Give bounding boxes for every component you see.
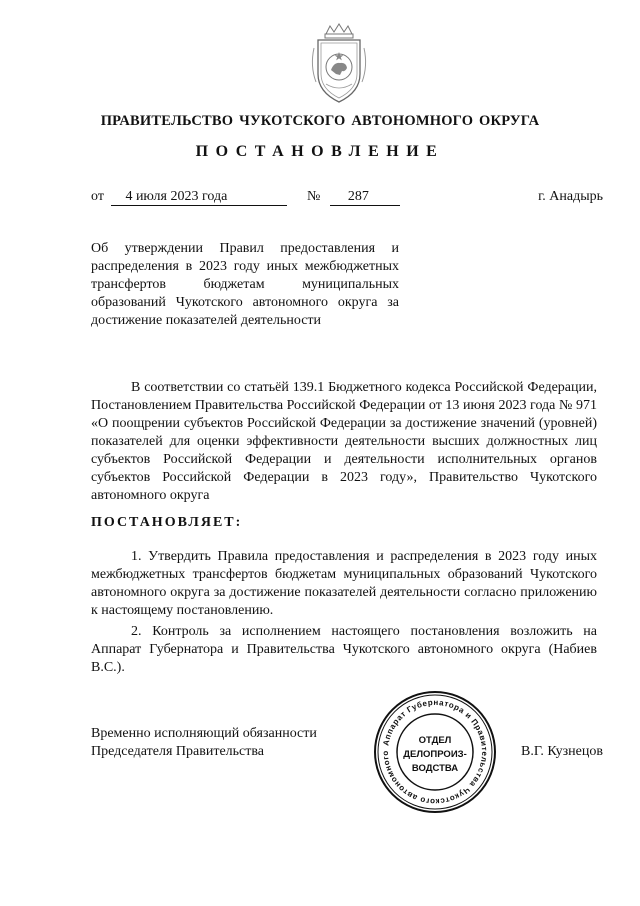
document-type-title: ПОСТАНОВЛЕНИЕ [195,143,445,160]
stamp-ring-text: Аппарат Губернатора и Правительства Чукотского автономного [380,697,490,807]
number-line [307,188,400,206]
coat-of-arms-emblem [296,22,382,110]
position-line-1: Временно исполняющий обязанности [91,726,317,741]
stamp-center-line-2: ДЕЛОПРОИЗ- [403,749,467,760]
stamp-center-line-1: ОТДЕЛ [418,735,452,746]
stamp-seal-icon [371,688,499,816]
signatory-name: В.Г. Кузнецов [521,744,603,759]
date-line [91,188,287,206]
svg-text:Аппарат Губернатора и Правител [371,688,489,806]
item-2-paragraph: 2. Контроль за исполнением настоящего постановления возложить на Аппарат Губернатора и Правительства Чукотского автономного округа (Набиев В.С.). [91,624,597,675]
stamp-center-line-3: ВОДСТВА [411,763,459,774]
city: г. Анадырь [538,189,603,204]
decree-heading: ПОСТАНОВЛЯЕТ: [91,515,243,530]
document-number: 287 [330,189,400,206]
emblem-icon [296,22,382,110]
date-prefix: от [91,189,104,204]
number-prefix: № [307,189,321,204]
signatory-position [91,725,351,761]
position-line-2: Председателя Правительства [91,744,265,759]
official-stamp [371,688,499,816]
intro-paragraph: В соответствии со статьёй 139.1 Бюджетного кодекса Российской Федерации, Постановлением Правительства Российской Федерации от 13 июня 2023 года № 971 «О поощрении субъектов Российской Федерации за достижение значений (уровней) показателей для оценки эффективности деятельности высших должностных лиц субъектов Российской Федерации и деятельности исполнительных органов субъектов Российской Федерации в 2023 году», Правительство Чукотского автономного округа [91,380,597,503]
government-title: ПРАВИТЕЛЬСТВО ЧУКОТСКОГО АВТОНОМНОГО ОКРУГА [100,113,540,129]
document-date: 4 июля 2023 года [111,189,287,206]
item-1-paragraph: 1. Утвердить Правила предоставления и распределения в 2023 году иных межбюджетных трансфертов бюджетам муниципальных образований Чукотского автономного округа за достижение показателей деятельности согласно приложению к настоящему постановлению. [91,549,597,618]
document-subject: Об утверждении Правил предоставления и распределения в 2023 году иных межбюджетных трансфертов бюджетам муниципальных образований Чукотского автономного округа за достижение показателей деятельности [91,241,399,328]
